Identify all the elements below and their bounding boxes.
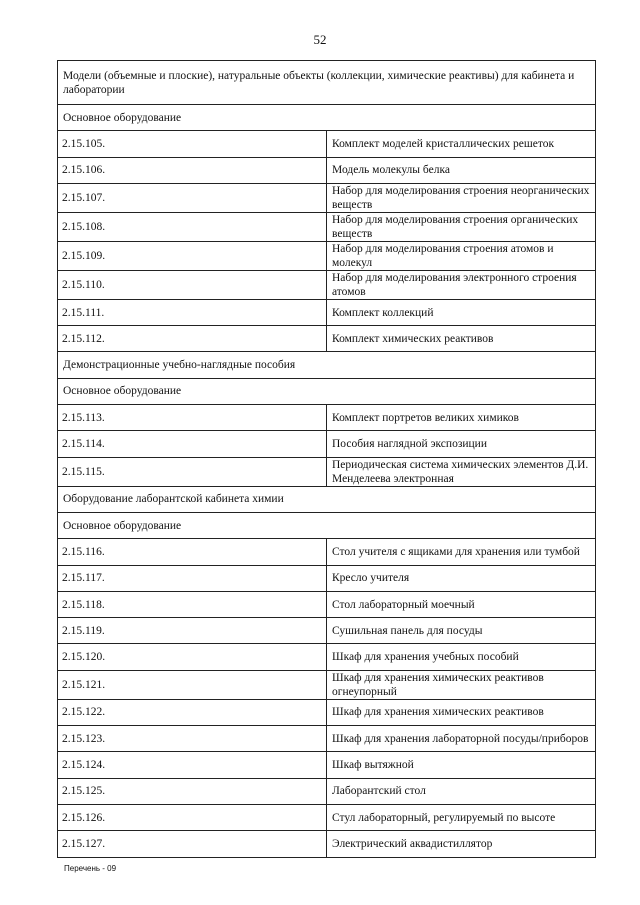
item-number: 2.15.115. [58, 457, 327, 486]
item-name: Комплект моделей кристаллических решеток [327, 131, 596, 157]
item-name: Набор для моделирования строения органических веществ [327, 212, 596, 241]
footer-text: Перечень - 09 [64, 864, 117, 873]
table-row [58, 270, 596, 299]
item-name: Набор для моделирования строения неорганических веществ [327, 183, 596, 212]
item-number: 2.15.112. [58, 326, 327, 352]
item-number: 2.15.118. [58, 591, 327, 617]
section-header-row [58, 486, 596, 512]
table-row [58, 726, 596, 752]
item-number: 2.15.105. [58, 131, 327, 157]
item-number: 2.15.117. [58, 565, 327, 591]
item-name: Шкаф для хранения учебных пособий [327, 644, 596, 670]
item-number: 2.15.124. [58, 752, 327, 778]
table-row [58, 831, 596, 857]
item-number: 2.15.123. [58, 726, 327, 752]
table-row [58, 457, 596, 486]
item-number: 2.15.116. [58, 539, 327, 565]
item-number: 2.15.120. [58, 644, 327, 670]
section-header: Основное оборудование [58, 512, 596, 538]
item-name: Электрический аквадистиллятор [327, 831, 596, 857]
item-name: Шкаф вытяжной [327, 752, 596, 778]
item-name: Комплект химических реактивов [327, 326, 596, 352]
item-name: Модель молекулы белка [327, 157, 596, 183]
section-header-row [58, 105, 596, 131]
table-row [58, 539, 596, 565]
item-number: 2.15.121. [58, 670, 327, 699]
section-header-row [58, 352, 596, 378]
item-name: Комплект портретов великих химиков [327, 405, 596, 431]
table-row [58, 591, 596, 617]
table-row [58, 670, 596, 699]
item-number: 2.15.106. [58, 157, 327, 183]
table-row [58, 241, 596, 270]
item-number: 2.15.114. [58, 431, 327, 457]
table-row [58, 565, 596, 591]
equipment-table [57, 60, 596, 858]
item-name: Лаборантский стол [327, 778, 596, 804]
item-number: 2.15.119. [58, 618, 327, 644]
page-number: 52 [313, 32, 327, 47]
table-row [58, 405, 596, 431]
item-name: Набор для моделирования строения атомов и молекул [327, 241, 596, 270]
item-number: 2.15.122. [58, 699, 327, 725]
section-header-row [58, 61, 596, 105]
item-name: Набор для моделирования электронного строения атомов [327, 270, 596, 299]
section-header: Оборудование лаборантской кабинета химии [58, 486, 596, 512]
item-name: Пособия наглядной экспозиции [327, 431, 596, 457]
item-number: 2.15.107. [58, 183, 327, 212]
item-number: 2.15.111. [58, 299, 327, 325]
section-header: Основное оборудование [58, 378, 596, 404]
table-row [58, 644, 596, 670]
item-number: 2.15.108. [58, 212, 327, 241]
item-number: 2.15.109. [58, 241, 327, 270]
table-row [58, 131, 596, 157]
item-name: Кресло учителя [327, 565, 596, 591]
item-name: Шкаф для хранения лабораторной посуды/приборов [327, 726, 596, 752]
table-row [58, 699, 596, 725]
item-number: 2.15.125. [58, 778, 327, 804]
item-name: Периодическая система химических элементов Д.И. Менделеева электронная [327, 457, 596, 486]
table-row [58, 618, 596, 644]
table-row [58, 299, 596, 325]
table-row [58, 778, 596, 804]
section-header: Модели (объемные и плоские), натуральные объекты (коллекции, химические реактивы) для кабинета и лаборатории [58, 61, 596, 105]
section-header-row [58, 378, 596, 404]
table-row [58, 431, 596, 457]
section-header: Основное оборудование [58, 105, 596, 131]
section-header: Демонстрационные учебно-наглядные пособия [58, 352, 596, 378]
section-header-row [58, 512, 596, 538]
item-name: Стол учителя с ящиками для хранения или тумбой [327, 539, 596, 565]
item-number: 2.15.127. [58, 831, 327, 857]
item-number: 2.15.113. [58, 405, 327, 431]
item-name: Стул лабораторный, регулируемый по высоте [327, 804, 596, 830]
table-row [58, 326, 596, 352]
item-name: Стол лабораторный моечный [327, 591, 596, 617]
table-row [58, 183, 596, 212]
item-name: Сушильная панель для посуды [327, 618, 596, 644]
item-number: 2.15.126. [58, 804, 327, 830]
table-row [58, 157, 596, 183]
table-row [58, 752, 596, 778]
table-row [58, 212, 596, 241]
item-name: Шкаф для хранения химических реактивов огнеупорный [327, 670, 596, 699]
item-number: 2.15.110. [58, 270, 327, 299]
item-name: Шкаф для хранения химических реактивов [327, 699, 596, 725]
item-name: Комплект коллекций [327, 299, 596, 325]
table-row [58, 804, 596, 830]
